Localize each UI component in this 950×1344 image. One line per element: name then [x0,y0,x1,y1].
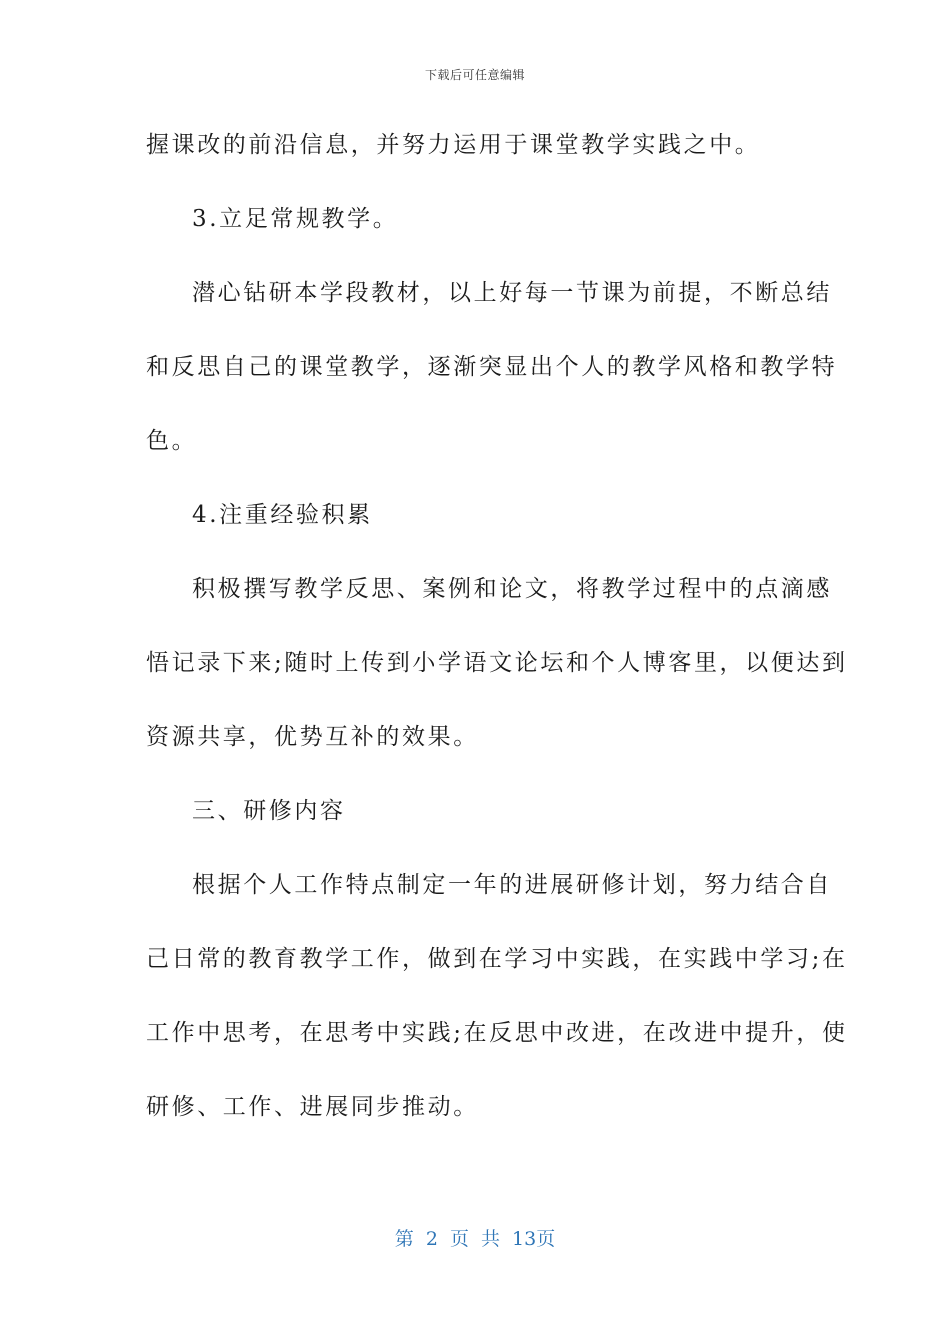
text-line: 根据个人工作特点制定一年的进展研修计划，努力结合自 [192,872,832,898]
section-heading: 4.注重经验积累 [192,502,373,528]
text-line: 工作中思考，在思考中实践;在反思中改进，在改进中提升，使 [146,1020,848,1046]
text-line: 悟记录下来;随时上传到小学语文论坛和个人博客里，以便达到 [146,650,848,676]
text-line: 潜心钻研本学段教材，以上好每一节课为前提，不断总结 [192,280,832,306]
section-heading: 三、研修内容 [192,798,346,824]
page-number-footer: 第 2 页 共 13页 [394,1228,556,1250]
text-line: 积极撰写教学反思、案例和论文，将教学过程中的点滴感 [192,576,832,602]
text-line: 色。 [146,428,198,454]
text-line: 握课改的前沿信息，并努力运用于课堂教学实践之中。 [146,132,761,158]
text-line: 己日常的教育教学工作，做到在学习中实践，在实践中学习;在 [146,946,848,972]
text-line: 和反思自己的课堂教学，逐渐突显出个人的教学风格和教学特 [146,354,838,380]
section-heading: 3.立足常规教学。 [192,206,399,232]
text-line: 研修、工作、进展同步推动。 [146,1094,479,1120]
text-line: 资源共享，优势互补的效果。 [146,724,479,750]
page-header-note: 下载后可任意编辑 [424,68,525,82]
document-body [146,124,848,1160]
